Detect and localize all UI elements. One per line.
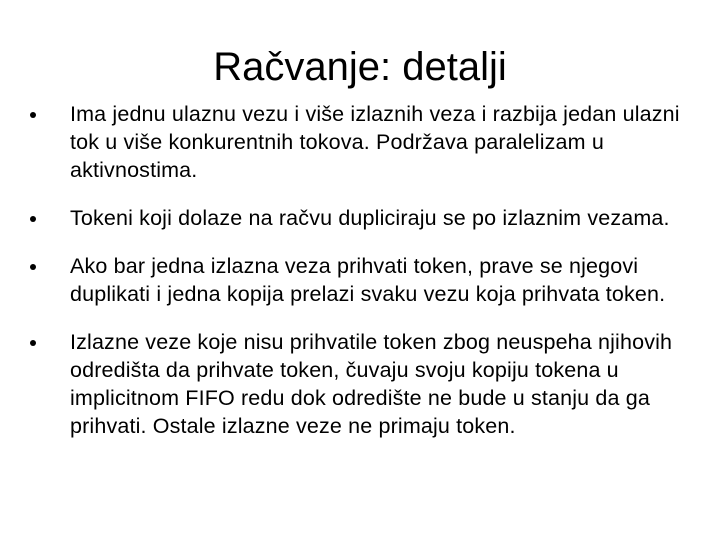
bullet-dot-icon	[30, 216, 36, 222]
bullet-list	[30, 100, 680, 460]
bullet-item	[30, 328, 680, 440]
bullet-dot-icon	[30, 112, 36, 118]
bullet-text: Izlazne veze koje nisu prihvatile token zbog neuspeha njihovih odredišta da prihvate token, čuvaju svoju kopiju tokena u implicitnom FIFO redu dok odredište ne bude u stanju da ga prihvati. Ostale izlazne veze ne primaju token.	[70, 330, 673, 438]
slide-title: Račvanje: detalji	[213, 45, 507, 89]
bullet-item	[30, 100, 680, 184]
bullet-text: Ako bar jedna izlazna veza prihvati token, prave se njegovi duplikati i jedna kopija prelazi svaku vezu koja prihvata token.	[70, 254, 666, 306]
bullet-text: Ima jednu ulaznu vezu i više izlaznih veza i razbija jedan ulazni tok u više konkurentnih tokova. Podržava paralelizam u aktivnostima.	[70, 102, 680, 182]
bullet-dot-icon	[30, 340, 36, 346]
bullet-text: Tokeni koji dolaze na račvu dupliciraju se po izlaznim vezama.	[70, 206, 670, 230]
bullet-item	[30, 204, 680, 232]
bullet-item	[30, 252, 680, 308]
bullet-dot-icon	[30, 264, 36, 270]
